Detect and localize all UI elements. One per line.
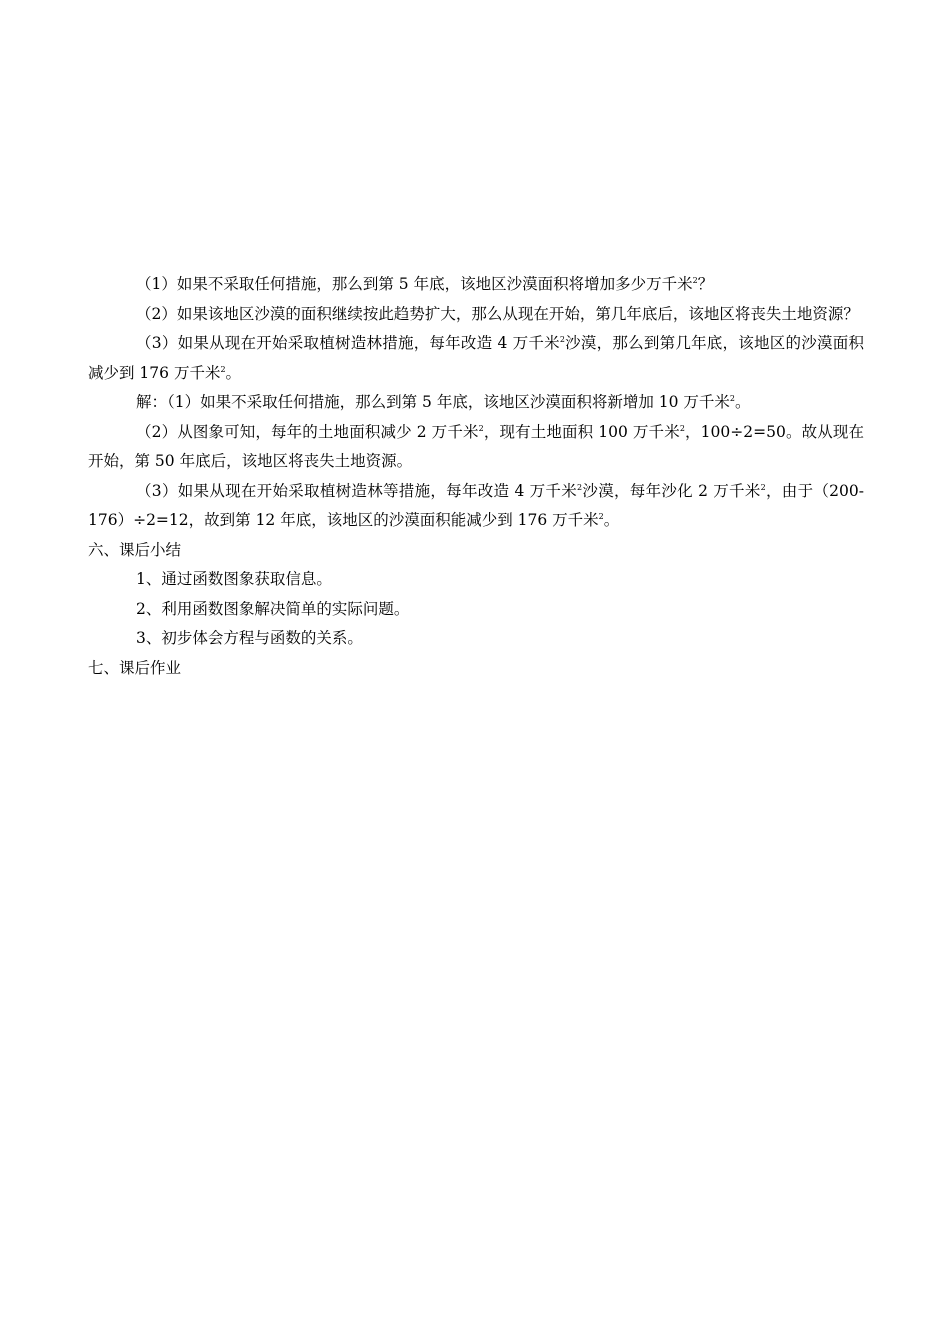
solution-3-text-c: ，由于（200-176）÷2=12，故到第 12 年底，该地区的沙漠面积能减少到 176 万千米: [88, 481, 864, 529]
superscript: 2: [478, 423, 484, 433]
solution-1-end: 。: [735, 393, 751, 411]
summary-item-2: 2、利用函数图象解决简单的实际问题。: [136, 599, 410, 618]
question-1-text: （1）如果不采取任何措施，那么到第 5 年底，该地区沙漠面积将增加多少万千米: [136, 275, 693, 293]
question-1-end: ？: [697, 275, 714, 293]
summary-heading: 六、课后小结: [88, 540, 182, 559]
superscript: 2: [729, 394, 736, 403]
superscript: 2: [220, 364, 226, 374]
solution-2-text-c: ，100÷2=50。故从现在开始，第 50 年底后，该地区将丧失土地资源。: [88, 422, 864, 470]
summary-item-3: 3、初步体会方程与函数的关系。: [136, 629, 363, 647]
summary-item-1: 1、通过函数图象获取信息。: [136, 570, 332, 588]
solution-1-text: 解：（1）如果不采取任何措施，那么到第 5 年底，该地区沙漠面积将新增加 10 万千米: [136, 393, 730, 411]
solution-2-text-a: （2）从图象可知，每年的土地面积减少 2 万千米: [136, 422, 479, 441]
question-2: （2）如果该地区沙漠的面积继续按此趋势扩大，那么从现在开始，第几年底后，该地区将丧失土地资源？: [136, 304, 859, 323]
document-body: [88, 270, 864, 683]
solution-3-text-b: 沙漠，每年沙化 2 万千米: [582, 481, 761, 500]
question-3-text-a: （3）如果从现在开始采取植树造林措施，每年改造 4 万千米: [136, 334, 560, 352]
superscript: 2: [559, 335, 565, 344]
superscript: 2: [577, 482, 583, 492]
solution-3-end: 。: [603, 511, 620, 529]
superscript: 2: [760, 482, 766, 492]
question-3: [88, 329, 864, 388]
solution-3-text-a: （3）如果从现在开始采取植树造林等措施，每年改造 4 万千米: [136, 481, 578, 500]
question-3-end: 。: [225, 363, 242, 382]
solution-2: [88, 418, 864, 477]
superscript: 2: [692, 276, 698, 285]
question-3-text-b: 沙漠，那么到第几年底，该地区的沙漠面积减少到 176 万千米: [88, 334, 864, 382]
superscript: 2: [598, 512, 604, 521]
solution-1: [88, 388, 864, 418]
solution-3: [88, 477, 864, 536]
homework-heading: 七、课后作业: [88, 658, 182, 677]
solution-2-text-b: ，现有土地面积 100 万千米: [483, 422, 680, 441]
superscript: 2: [679, 423, 685, 433]
question-1: [88, 270, 864, 300]
